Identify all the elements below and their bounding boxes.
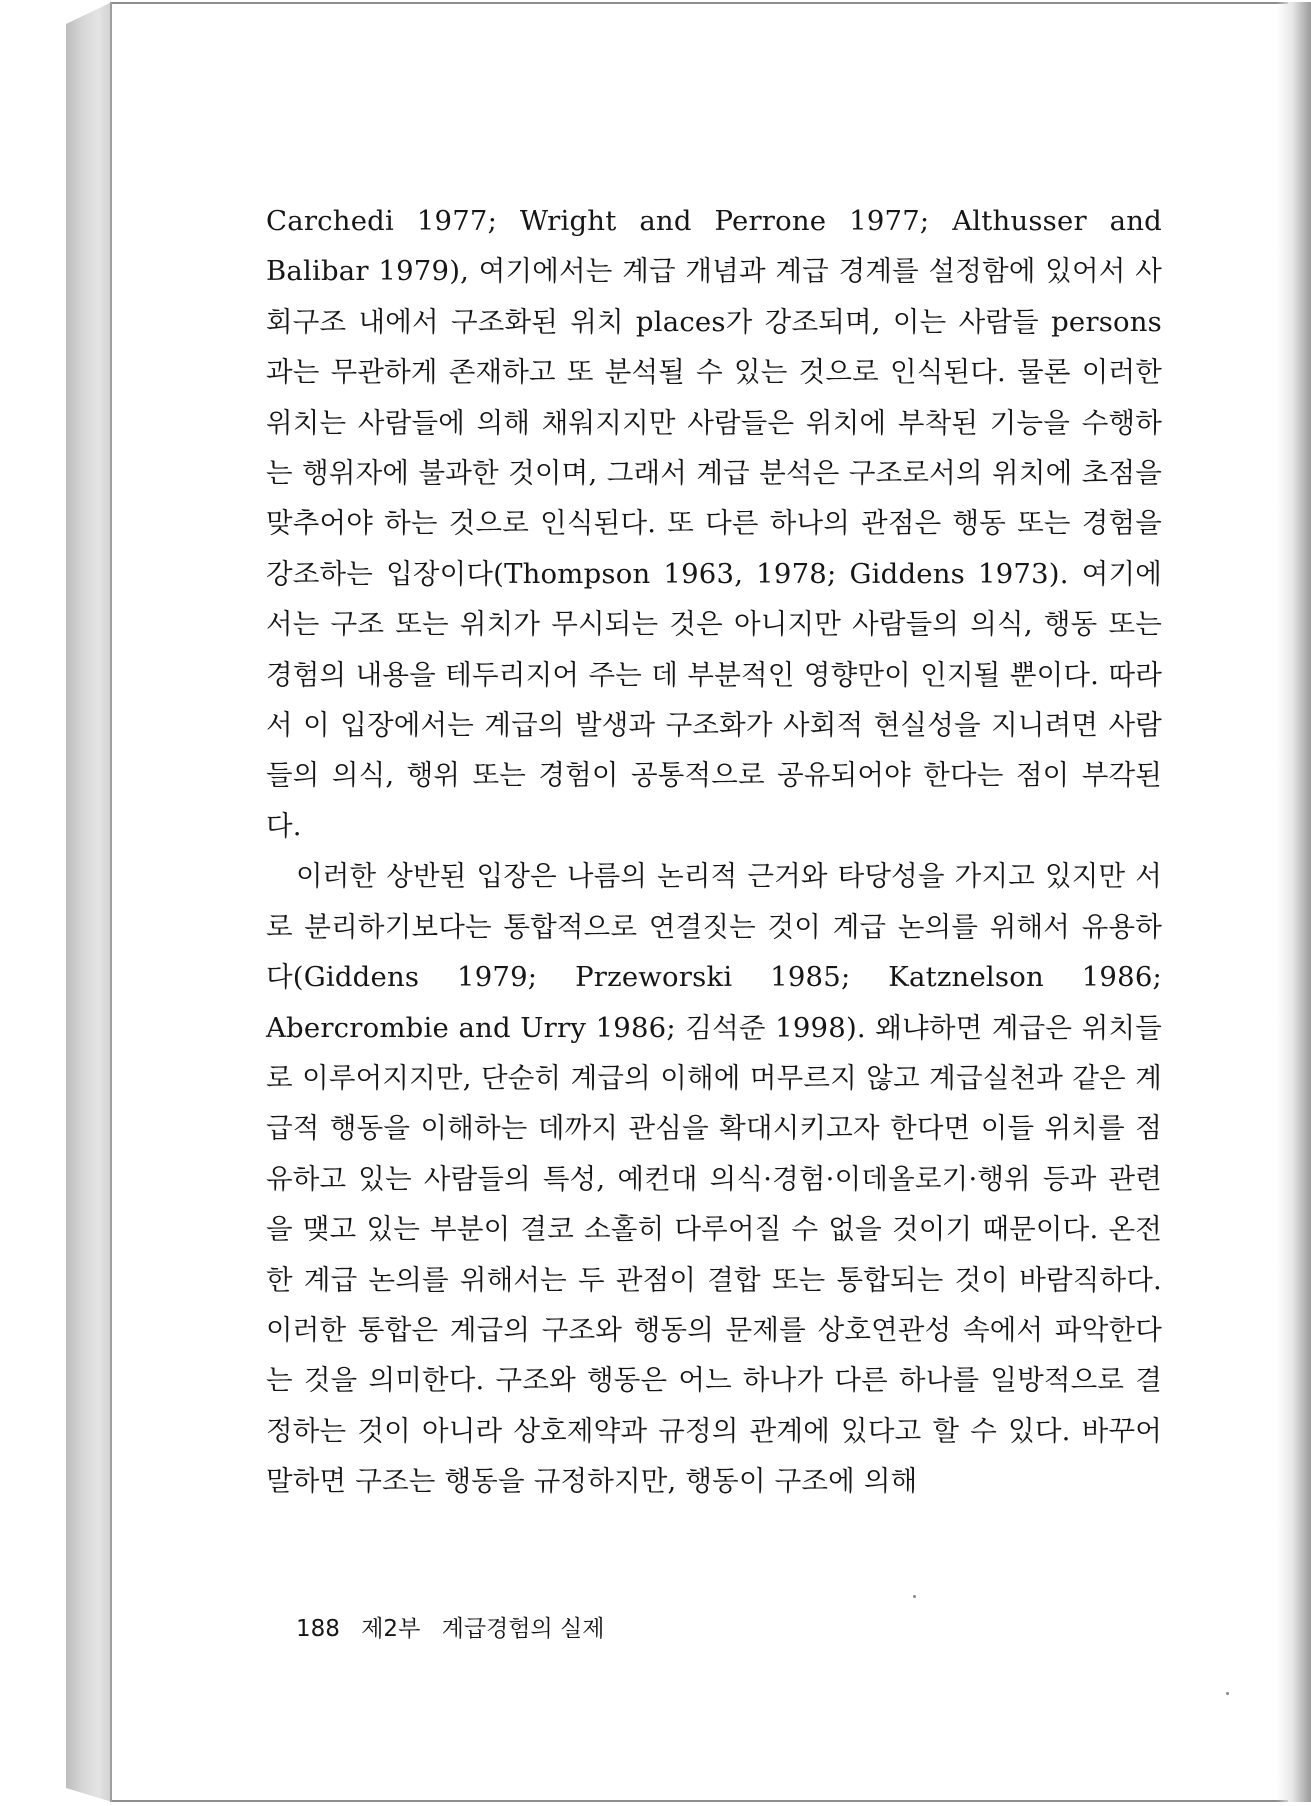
book-spine-edge bbox=[66, 2, 112, 1802]
page-footer bbox=[296, 1610, 604, 1643]
scan-speck bbox=[913, 1595, 916, 1598]
scan-speck bbox=[1226, 1692, 1229, 1695]
part-label: 제2부 bbox=[361, 1616, 421, 1642]
body-paragraph-2: 이러한 상반된 입장은 나름의 논리적 근거와 타당성을 가지고 있지만 서로 분리하기보다는 통합적으로 연결짓는 것이 계급 논의를 위해서 유용하다(Giddens 1979; Przeworski 1985; Katznelson 1986; Abercrombie and Urry 1986; 김석준 1998). 왜냐하면 계급은 위치들로 이루어지지만, 단순히 계급의 이해에 머무르지 않고 계급실천과 같은 계급적 행동을 이해하는 데까지 관심을 확대시키고자 한다면 이들 위치를 점유하고 있는 사람들의 특성, 예컨대 의식·경험·이데올로기·행위 등과 관련을 맺고 있는 부분이 결코 소홀히 다루어질 수 없을 것이기 때문이다. 온전한 계급 논의를 위해서는 두 관점이 결합 또는 통합되는 것이 바람직하다. 이러한 통합은 계급의 구조와 행동의 문제를 상호연관성 속에서 파악한다는 것을 의미한다. 구조와 행동은 어느 하나가 다른 하나를 일방적으로 결정하는 것이 아니라 상호제약과 규정의 관계에 있다고 할 수 있다. 바꾸어 말하면 구조는 행동을 규정하지만, 행동이 구조에 의해 bbox=[266, 860, 1162, 1498]
body-paragraph-1: Carchedi 1977; Wright and Perrone 1977; Althusser and Balibar 1979), 여기에서는 계급 개념과 계급 경계를 설정함에 있어서 사회구조 내에서 구조화된 위치 places가 강조되며, 이는 사람들 persons과는 무관하게 존재하고 또 분석될 수 있는 것으로 인식된다. 물론 이러한 위치는 사람들에 의해 채워지지만 사람들은 위치에 부착된 기능을 수행하는 행위자에 불과한 것이며, 그래서 계급 분석은 구조로서의 위치에 초점을 맞추어야 하는 것으로 인식된다. 또 다른 하나의 관점은 행동 또는 경험을 강조하는 입장이다(Thompson 1963, 1978; Giddens 1973). 여기에서는 구조 또는 위치가 무시되는 것은 아니지만 사람들의 의식, 행동 또는 경험의 내용을 테두리지어 주는 데 부분적인 영향만이 인지될 뿐이다. 따라서 이 입장에서는 계급의 발생과 구조화가 사회적 현실성을 지니려면 사람들의 의식, 행위 또는 경험이 공통적으로 공유되어야 한다는 점이 부각된다. bbox=[266, 205, 1162, 842]
page-curl-shadow bbox=[1277, 2, 1311, 1802]
body-text bbox=[266, 196, 1162, 1507]
chapter-title: 계급경험의 실제 bbox=[441, 1616, 605, 1642]
page-number: 188 bbox=[296, 1616, 340, 1642]
